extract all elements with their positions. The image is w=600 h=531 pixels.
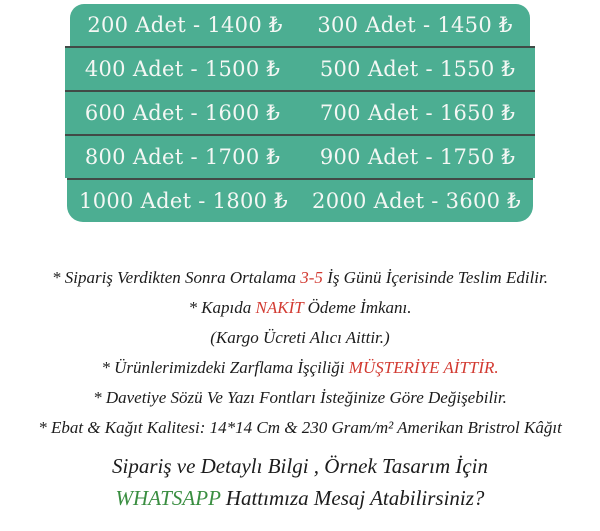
note-line-delivery — [0, 263, 600, 293]
price-row — [67, 178, 533, 222]
price-cell: 500 Adet - 1550 ₺ — [319, 57, 516, 81]
price-cell: 2000 Adet - 3600 ₺ — [312, 189, 521, 213]
note-text: * Sipariş Verdikten Sonra Ortalama — [52, 268, 301, 287]
price-cell: 200 Adet - 1400 ₺ — [87, 13, 283, 37]
price-cell: 800 Adet - 1700 ₺ — [84, 145, 281, 169]
note-line-labor — [0, 353, 600, 383]
price-cell: 300 Adet - 1450 ₺ — [317, 13, 513, 37]
note-text: * Kapıda — [188, 298, 256, 317]
note-text: * Ürünlerimizdeki Zarflama İşçiliği — [101, 358, 349, 377]
price-cell: 900 Adet - 1750 ₺ — [319, 145, 516, 169]
footer-cta — [0, 450, 600, 514]
note-text: İş Günü İçerisinde Teslim Edilir. — [322, 268, 548, 287]
price-row — [65, 90, 535, 134]
note-text: (Kargo Ücreti Alıcı Aittir.) — [210, 328, 390, 347]
price-cell: 700 Adet - 1650 ₺ — [319, 101, 516, 125]
note-highlight-customer: MÜŞTERİYE AİTTİR. — [348, 358, 499, 377]
note-text: * Ebat & Kağıt Kalitesi: 14*14 Cm & 230 Gram/m² Amerikan Bristrol Kâğıt — [38, 418, 562, 437]
notes-section — [0, 263, 600, 443]
price-row — [65, 134, 535, 178]
note-line-shipping — [0, 323, 600, 353]
note-line-payment — [0, 293, 600, 323]
note-line-paper — [0, 413, 600, 443]
price-cell: 1000 Adet - 1800 ₺ — [79, 189, 288, 213]
footer-text: Hattımıza Mesaj Atabilirsiniz? — [220, 486, 485, 510]
footer-line-info: Sipariş ve Detaylı Bilgi , Örnek Tasarım İçin — [111, 454, 489, 478]
price-row — [70, 4, 530, 46]
note-line-fonts — [0, 383, 600, 413]
price-cell: 600 Adet - 1600 ₺ — [84, 101, 281, 125]
note-highlight-cash: NAKİT — [255, 298, 304, 317]
footer-line-whatsapp — [0, 482, 600, 514]
note-text: * Davetiye Sözü Ve Yazı Fontları İsteğinize Göre Değişebilir. — [93, 388, 507, 407]
whatsapp-label: WHATSAPP — [115, 486, 221, 510]
price-row — [65, 46, 535, 90]
note-text: Ödeme İmkanı. — [303, 298, 412, 317]
note-highlight-days: 3-5 — [300, 268, 323, 287]
price-table — [65, 4, 535, 222]
price-cell: 400 Adet - 1500 ₺ — [84, 57, 281, 81]
